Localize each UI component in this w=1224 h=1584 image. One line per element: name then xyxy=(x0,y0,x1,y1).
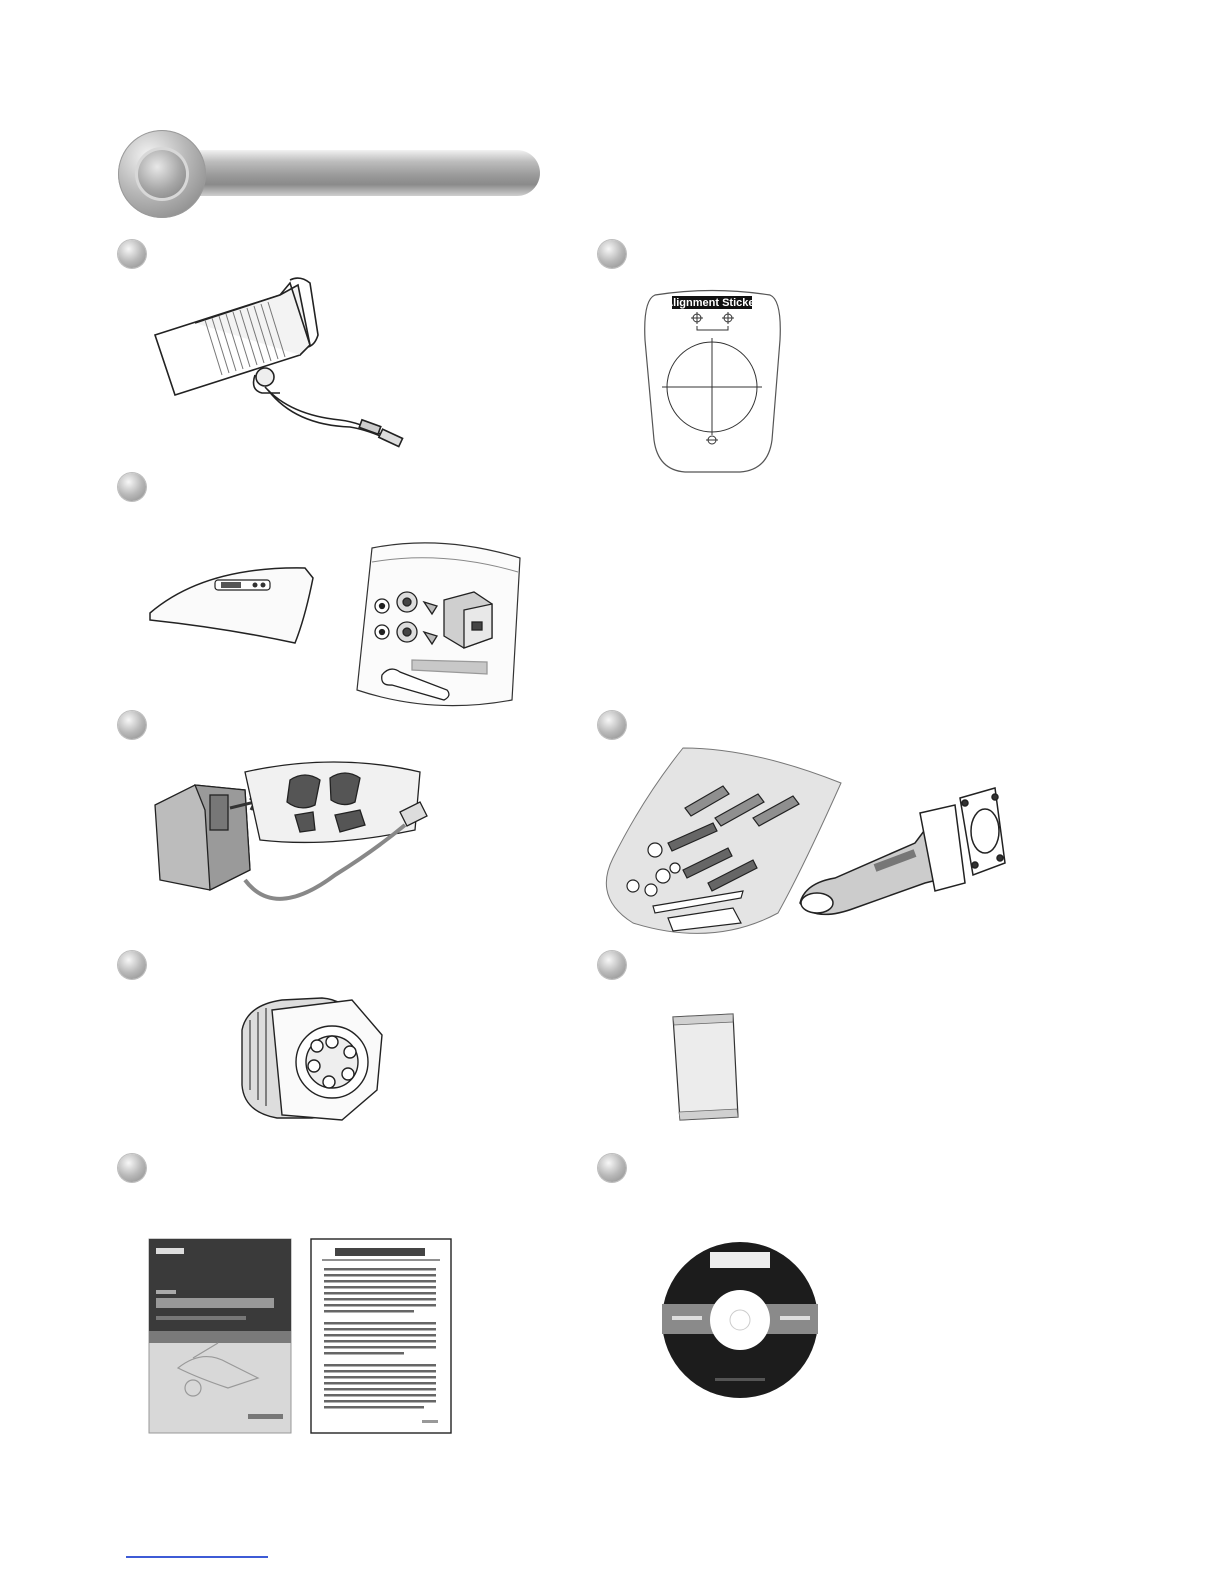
title-bar-knob-icon xyxy=(118,130,206,218)
power-adapter-icon xyxy=(155,760,440,925)
title-bar-shaft xyxy=(178,150,540,196)
cable-gland-icon xyxy=(232,990,387,1125)
alignment-sticker-icon xyxy=(640,290,785,475)
sticker-title: Alignment Sticker xyxy=(665,297,759,309)
warranty-card-icon xyxy=(310,1238,452,1434)
section-title-bar xyxy=(118,130,542,218)
bullet-power-adapter xyxy=(118,711,146,739)
accessory-bag-icon xyxy=(352,540,527,710)
bullet-sunshield xyxy=(118,473,146,501)
wall-bracket-icon xyxy=(795,783,1010,923)
desiccant-pack-icon xyxy=(668,1012,743,1122)
bullet-sticker xyxy=(598,240,626,268)
software-cd-icon xyxy=(660,1238,822,1402)
bullet-cable-gland xyxy=(118,951,146,979)
bullet-wall-mount xyxy=(598,711,626,739)
bullet-camera-icon xyxy=(150,275,420,465)
quick-installation-guide-icon xyxy=(148,1238,292,1434)
sunshield-icon xyxy=(145,558,320,653)
bullet-desiccant xyxy=(598,951,626,979)
bullet-camera xyxy=(118,240,146,268)
bullet-cd xyxy=(598,1154,626,1182)
bullet-documents xyxy=(118,1154,146,1182)
footer-link-underline[interactable] xyxy=(126,1556,268,1558)
